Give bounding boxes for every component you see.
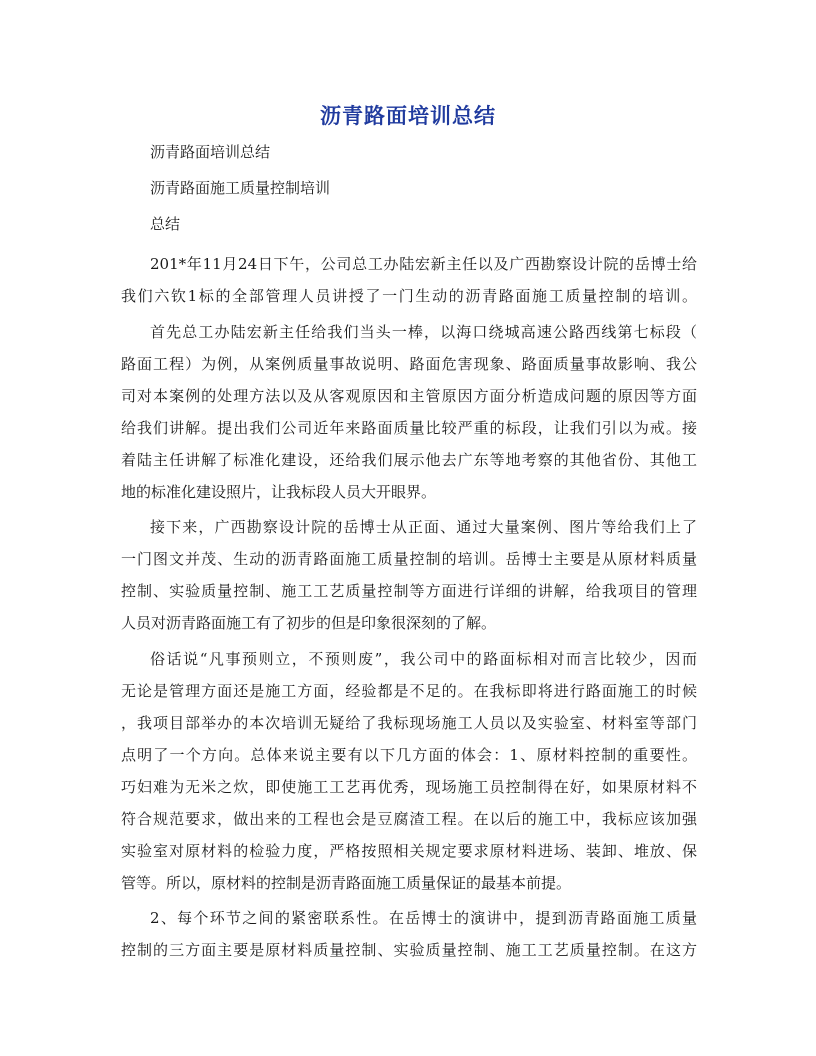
subtitle-line: 沥青路面施工质量控制培训 <box>150 179 331 197</box>
body-line: 路面工程）为例，从案例质量事故说明、路面危害现象、路面质量事故影响、我公 <box>121 355 697 373</box>
body-line: 接下来，广西勘察设计院的岳博士从正面、通过大量案例、图片等给我们上了 <box>150 518 697 536</box>
body-line: 给我们讲解。提出我们公司近年来路面质量比较严重的标段，让我们引以为戒。接 <box>121 419 697 437</box>
body-line: 符合规范要求，做出来的工程也会是豆腐渣工程。在以后的施工中，我标应该加强 <box>121 810 697 828</box>
body-line: ，我项目部举办的本次培训无疑给了我标现场施工人员以及实验室、材料室等部门 <box>121 714 697 732</box>
body-line: 控制的三方面主要是原材料质量控制、实验质量控制、施工工艺质量控制。在这方 <box>121 941 697 959</box>
subtitle-line: 总结 <box>150 215 181 233</box>
document-title: 沥青路面培训总结 <box>320 104 496 128</box>
body-line: 控制、实验质量控制、施工工艺质量控制等方面进行详细的讲解，给我项目的管理 <box>121 582 697 600</box>
body-line: 无论是管理方面还是施工方面，经验都是不足的。在我标即将进行路面施工的时候 <box>121 682 697 700</box>
body-line: 巧妇难为无米之炊，即使施工工艺再优秀，现场施工员控制得在好，如果原材料不 <box>121 778 697 796</box>
body-line: 我们六钦1标的全部管理人员讲授了一门生动的沥青路面施工质量控制的培训。 <box>121 287 697 305</box>
body-line: 实验室对原材料的检验力度，严格按照相关规定要求原材料进场、装卸、堆放、保 <box>121 842 697 860</box>
body-line: 201*年11月24日下午，公司总工办陆宏新主任以及广西勘察设计院的岳博士给 <box>150 255 697 273</box>
body-line: 管等。所以，原材料的控制是沥青路面施工质量保证的最基本前提。 <box>121 874 572 892</box>
body-line: 司对本案例的处理方法以及从客观原因和主管原因方面分析造成问题的原因等方面 <box>121 387 697 405</box>
subtitle-line: 沥青路面培训总结 <box>150 143 271 161</box>
body-line: 俗话说“凡事预则立，不预则废”，我公司中的路面标相对而言比较少，因而 <box>150 650 697 668</box>
body-line: 点明了一个方向。总体来说主要有以下几方面的体会：1、原材料控制的重要性。 <box>121 746 697 764</box>
body-line: 2、每个环节之间的紧密联系性。在岳博士的演讲中，提到沥青路面施工质量 <box>150 909 697 927</box>
body-line: 着陆主任讲解了标准化建设，还给我们展示他去广东等地考察的其他省份、其他工 <box>121 451 697 469</box>
body-line: 人员对沥青路面施工有了初步的但是印象很深刻的了解。 <box>121 614 497 632</box>
body-line: 一门图文并茂、生动的沥青路面施工质量控制的培训。岳博士主要是从原材料质量 <box>121 550 697 568</box>
body-line: 首先总工办陆宏新主任给我们当头一棒，以海口绕城高速公路西线第七标段（ <box>150 323 697 341</box>
body-line: 地的标准化建设照片，让我标段人员大开眼界。 <box>121 483 437 501</box>
